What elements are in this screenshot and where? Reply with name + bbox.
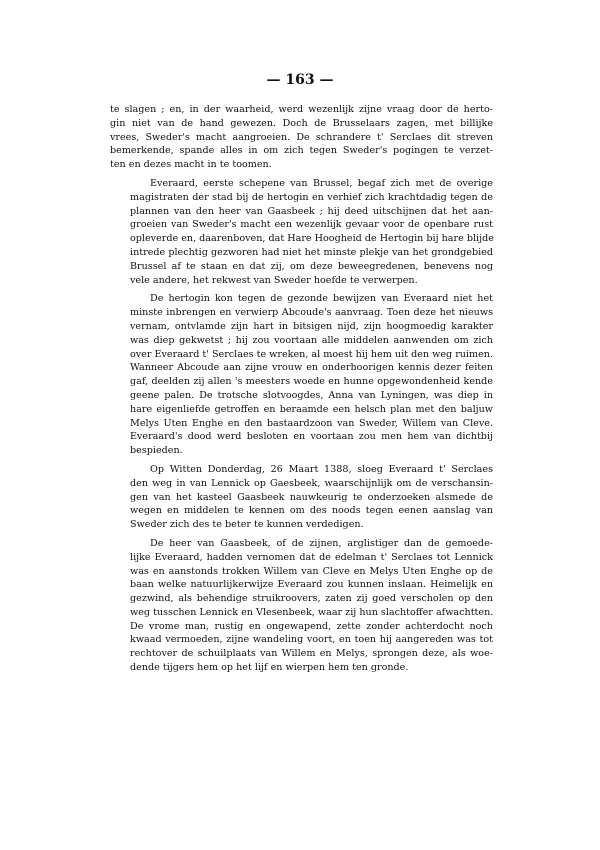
text-line: Everaard, eerste schepene van Brussel, begaf zich met de overige: [150, 177, 493, 189]
text-line: gezwind, als behendige struikroovers, zaten zij goed verscholen op den: [130, 593, 493, 605]
paragraph: [110, 463, 493, 532]
text-line: Sweder zich des te beter te kunnen verdedigen.: [130, 519, 364, 531]
text-line: gen van het kasteel Gaasbeek nauwkeurig te onderzoeken alsmede de: [130, 491, 493, 503]
text-line: De hertogin kon tegen de gezonde bewijzen van Everaard niet het: [150, 293, 493, 305]
text-body: [110, 103, 493, 680]
text-line: Brussel af te staan en dat zij, om deze beweegredenen, benevens nog: [130, 260, 493, 272]
text-line: den weg in van Lennick op Gaesbeek, waarschijnlijk om de verschansin-: [130, 477, 493, 489]
text-line: weg tusschen Lennick en Vlesenbeek, waar zij hun slachtoffer afwachtten.: [130, 606, 494, 618]
text-line: De heer van Gaasbeek, of de zijnen, arglistiger dan de gemoede-: [150, 537, 493, 549]
text-line: kwaad vermoeden, zijne wandeling voort, en toen hij aangereden was tot: [130, 634, 493, 646]
text-line: bespieden.: [130, 445, 183, 457]
text-line: De vrome man, rustig en ongewapend, zette zonder achterdocht noch: [130, 620, 493, 632]
paragraph: [110, 103, 493, 172]
page-number: — 163 —: [266, 72, 334, 88]
text-line: vrees, Sweder's macht aangroeien. De schrandere t' Serclaes dit streven: [110, 131, 493, 143]
text-line: bemerkende, spande alles in om zich tegen Sweder's pogingen te verzet-: [110, 145, 493, 157]
text-line: vernam, ontvlamde zijn hart in bitsigen nijd, zijn hoogmoedig karakter: [130, 320, 493, 332]
text-line: Everaard's dood werd besloten en voortaan zou men hem van dichtbij: [130, 431, 493, 443]
text-line: vele andere, het rekwest van Sweder hoefde te verwerpen.: [130, 274, 418, 286]
text-line: lijke Everaard, hadden vernomen dat de edelman t' Serclaes tot Lennick: [130, 551, 493, 563]
text-line: rechtover de schuilplaats van Willem en Melys, sprongen deze, als woe-: [130, 648, 493, 660]
text-line: Op Witten Donderdag, 26 Maart 1388, sloeg Everaard t' Serclaes: [150, 463, 493, 475]
text-line: geene palen. De trotsche slotvoogdes, Anna van Lyningen, was diep in: [130, 389, 493, 401]
text-line: magistraten der stad bij de hertogin en verhief zich krachtdadig tegen de: [130, 191, 493, 203]
paragraph: [110, 177, 493, 287]
text-line: dende tijgers hem op het lijf en wierpen hem ten gronde.: [130, 662, 409, 674]
text-line: baan welke natuurlijkerwijze Everaard zou kunnen inslaan. Heimelijk en: [130, 579, 493, 591]
text-line: hare eigenliefde getroffen en beraamde een helsch plan met den baljuw: [130, 403, 493, 415]
paragraph: [110, 537, 493, 675]
text-line: was diep gekwetst ; hij zou voortaan alle middelen aanwenden om zich: [130, 334, 493, 346]
text-line: was en aanstonds trokken Willem van Cleve en Melys Uten Enghe op de: [130, 565, 493, 577]
text-line: minste inbrengen en verwierp Abcoude's aanvraag. Toen deze het nieuws: [130, 307, 493, 319]
text-line: gaf, deelden zij allen 's meesters woede en hunne opgewondenheid kende: [130, 376, 493, 388]
text-line: groeien van Sweder's macht een wezenlijk gevaar voor de openbare rust: [130, 219, 493, 231]
text-line: Wanneer Abcoude aan zijne vrouw en onderhoorigen kennis dezer feiten: [130, 362, 493, 374]
text-line: te slagen ; en, in der waarheid, werd wezenlijk zijne vraag door de herto-: [110, 104, 493, 115]
text-line: opleverde en, daarenboven, dat Hare Hoogheid de Hertogin bij hare blijde: [130, 233, 494, 245]
text-line: plannen van den heer van Gaasbeek ; hij deed uitschijnen dat het aan-: [130, 205, 493, 217]
text-line: intrede plechtig gezworen had niet het minste plekje van het grondgebied: [130, 246, 493, 258]
text-line: over Everaard t' Serclaes te wreken, al moest hij hem uit den weg ruimen.: [130, 348, 494, 360]
text-line: Melys Uten Enghe en den bastaardzoon van Sweder, Willem van Cleve.: [130, 417, 493, 429]
paragraph: [110, 292, 493, 458]
text-line: ten en dezes macht in te toomen.: [110, 159, 272, 171]
text-line: wegen en middelen te kennen om des noods tegen eenen aanslag van: [130, 505, 493, 517]
text-line: gin niet van de hand gewezen. Doch de Brusselaars zagen, met billijke: [110, 117, 493, 129]
